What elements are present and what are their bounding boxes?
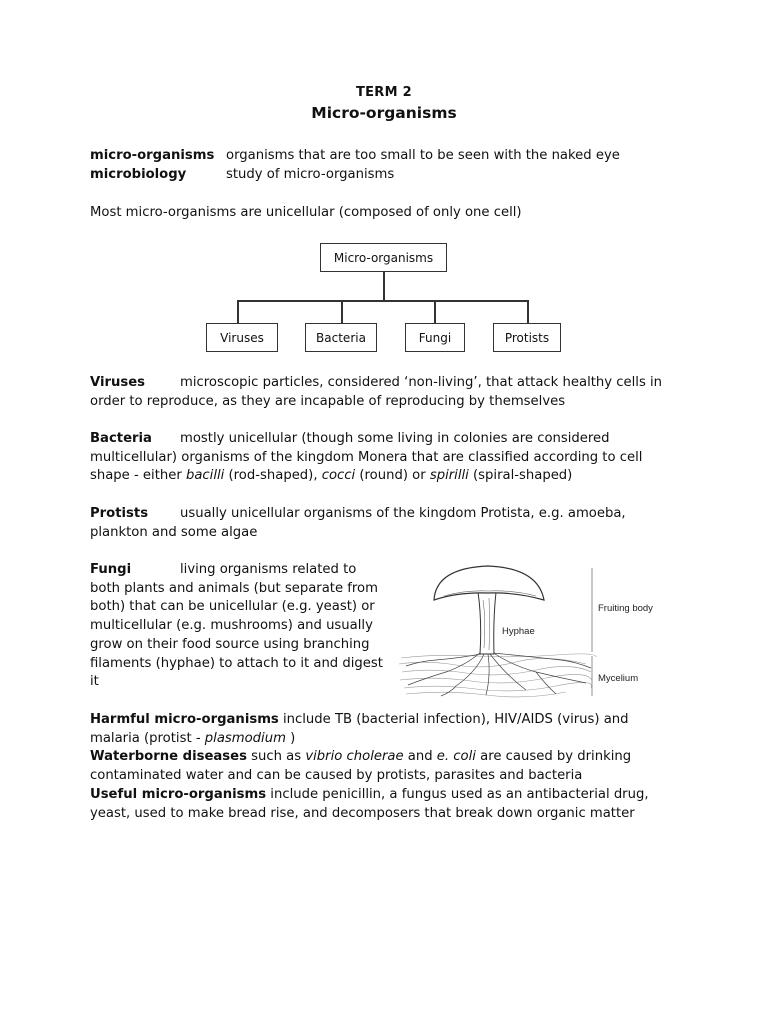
diagram-connector xyxy=(527,300,529,323)
mycelium-label: Mycelium xyxy=(598,673,639,684)
diagram-connector xyxy=(341,300,343,323)
harmful-label: Harmful micro-organisms xyxy=(90,712,279,727)
harmful-text: ) xyxy=(285,730,296,746)
bacteria-paragraph xyxy=(90,430,670,486)
bacteria-text: mostly unicellular (though some living in colonies are considered multicellular) organisms of the kingdom Monera that are classified according to cell shape - either xyxy=(90,431,643,484)
hyphae-label: Hyphae xyxy=(502,626,535,637)
useful-label: Useful micro-organisms xyxy=(90,787,267,802)
harmful-paragraph xyxy=(90,711,670,748)
viruses-label: Viruses xyxy=(90,375,146,390)
protists-label: Protists xyxy=(90,506,149,521)
intro-text: Most micro-organisms are unicellular (composed of only one cell) xyxy=(90,205,522,220)
waterborne-text: and xyxy=(403,749,437,764)
page-title: Micro-organisms xyxy=(311,104,457,122)
waterborne-text: such as xyxy=(246,749,306,764)
diagram-node-bacteria: Bacteria xyxy=(305,323,377,352)
viruses-paragraph xyxy=(90,374,670,411)
diagram-connector xyxy=(383,272,385,301)
harmful-text: include TB (bacterial infection), HIV/AIDS (virus) and malaria (protist - xyxy=(90,712,629,746)
definition-row xyxy=(90,166,394,185)
protists-paragraph xyxy=(90,505,670,542)
definition-text: organisms that are too small to be seen with the naked eye xyxy=(226,148,620,163)
diagram-node-protists: Protists xyxy=(493,323,561,352)
bacteria-label: Bacteria xyxy=(90,431,152,446)
diagram-node-fungi: Fungi xyxy=(405,323,465,352)
viruses-text: microscopic particles, considered ‘non-living’, that attack healthy cells in order to reproduce, as they are incapable of reproducing by themselves xyxy=(90,375,663,409)
fungus-illustration xyxy=(396,560,664,700)
waterborne-paragraph xyxy=(90,748,670,785)
definition-row xyxy=(90,147,620,166)
term-bacilli: bacilli xyxy=(185,468,225,484)
useful-paragraph xyxy=(90,786,670,823)
waterborne-label: Waterborne diseases xyxy=(90,749,247,764)
diagram-connector xyxy=(434,300,436,323)
term-cocci: cocci xyxy=(321,468,356,484)
soil-texture xyxy=(399,654,596,697)
protists-text: usually unicellular organisms of the kingdom Protista, e.g. amoeba, plankton and some algae xyxy=(90,506,626,540)
term-plasmodium: plasmodium xyxy=(204,730,286,746)
fungi-label: Fungi xyxy=(90,562,132,577)
diagram-connector xyxy=(237,300,239,323)
bacteria-text: (rod-shaped), xyxy=(224,468,322,484)
useful-text: include penicillin, a fungus used as an antibacterial drug, yeast, used to make bread rise, and decomposers that break down organic matter xyxy=(90,787,649,821)
definition-text: study of micro-organisms xyxy=(226,167,395,182)
mycelium-roots xyxy=(406,652,591,696)
fungi-paragraph xyxy=(90,561,386,692)
diagram-root-node: Micro-organisms xyxy=(320,243,447,272)
waterborne-text: are caused by drinking contaminated water and can be caused by protists, parasites and bacteria xyxy=(90,749,632,783)
term-vibrio-cholerae: vibrio cholerae xyxy=(305,749,404,764)
term-heading: TERM 2 xyxy=(355,85,413,100)
fruiting-body-label: Fruiting body xyxy=(598,603,653,614)
bacteria-text: (round) or xyxy=(355,468,430,484)
diagram-connector xyxy=(237,300,527,302)
classification-diagram xyxy=(206,243,562,353)
definition-term: microbiology xyxy=(90,167,187,182)
mushroom-stalk xyxy=(478,592,496,654)
fungi-text: living organisms related to both plants and animals (but separate from both) that can be unicellular (e.g. yeast) or multicellular (e.g. mushrooms) and usually grow on their food source using branching filaments (hyphae) to attach to it and digest it xyxy=(90,562,383,690)
bacteria-text: (spiral-shaped) xyxy=(468,468,573,484)
definition-term: micro-organisms xyxy=(90,148,215,163)
term-e-coli: e. coli xyxy=(436,749,476,764)
term-spirilli: spirilli xyxy=(429,468,469,484)
diagram-node-viruses: Viruses xyxy=(206,323,278,352)
